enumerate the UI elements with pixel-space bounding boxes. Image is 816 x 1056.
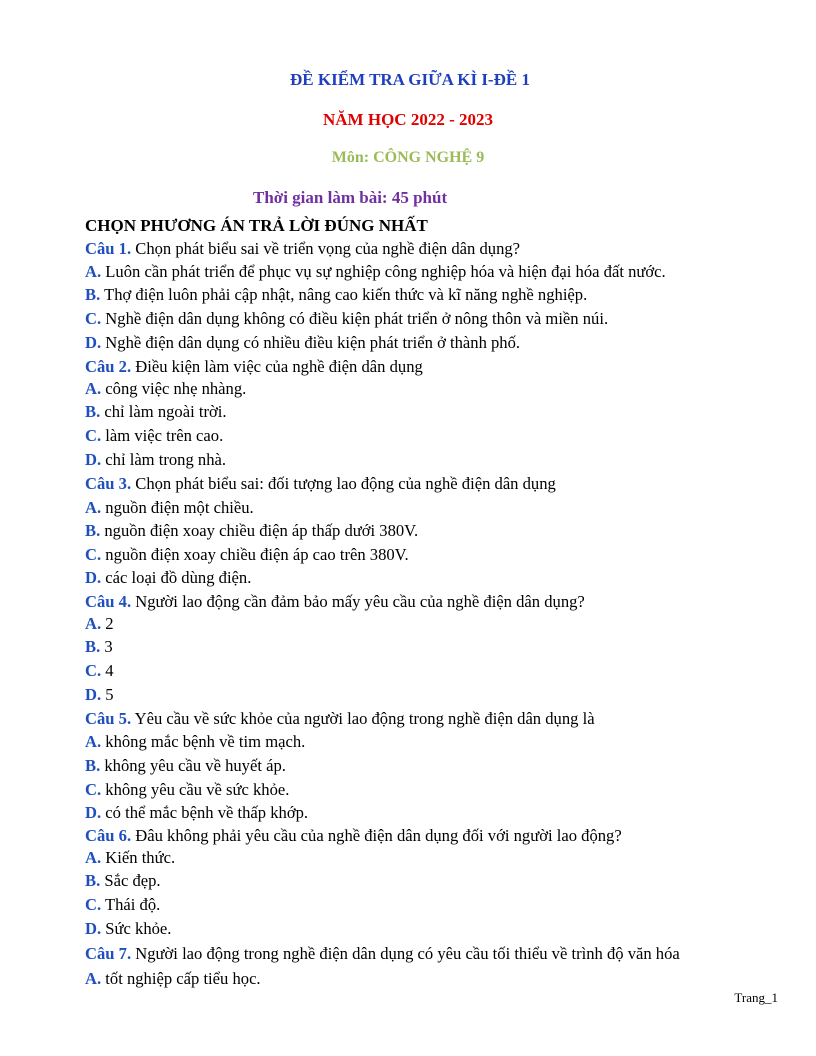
option-label: A. [85, 732, 102, 751]
option-text: có thể mắc bệnh về thấp khớp. [101, 803, 309, 822]
question-7 [85, 944, 680, 963]
question-label: Câu 5. [85, 709, 132, 728]
option-label: B. [85, 285, 101, 304]
question-2 [85, 357, 423, 376]
option-2-c [85, 426, 223, 445]
option-text: chỉ làm trong nhà. [101, 450, 227, 469]
question-label: Câu 1. [85, 239, 132, 258]
question-label: Câu 4. [85, 592, 132, 611]
option-3-a [85, 498, 254, 517]
question-6 [85, 826, 622, 845]
section-title: CHỌN PHƯƠNG ÁN TRẢ LỜI ĐÚNG NHẤT [85, 216, 428, 235]
option-2-b [85, 402, 227, 421]
option-text: 5 [101, 685, 114, 704]
option-label: A. [85, 969, 102, 988]
option-label: C. [85, 309, 102, 328]
duration: Thời gian làm bài: 45 phút [253, 188, 448, 207]
question-4 [85, 592, 585, 611]
question-text: Điều kiện làm việc của nghề điện dân dụng [131, 357, 423, 376]
option-label: B. [85, 402, 101, 421]
option-text: không yêu cầu về sức khỏe. [101, 780, 290, 799]
option-label: D. [85, 685, 102, 704]
question-text: Chọn phát biểu sai: đối tượng lao động của nghề điện dân dụng [131, 474, 556, 493]
option-text: Thợ điện luôn phải cập nhật, nâng cao kiến thức và kĩ năng nghề nghiệp. [100, 285, 588, 304]
question-text: Người lao động cần đảm bảo mấy yêu cầu của nghề điện dân dụng? [131, 592, 585, 611]
option-label: D. [85, 333, 102, 352]
question-label: Câu 2. [85, 357, 132, 376]
option-text: Nghề điện dân dụng không có điều kiện phát triển ở nông thôn và miền núi. [101, 309, 609, 328]
option-label: A. [85, 498, 102, 517]
subject: Môn: CÔNG NGHỆ 9 [331, 149, 485, 166]
option-3-d [85, 568, 251, 587]
option-3-b [85, 521, 418, 540]
option-6-a [85, 848, 175, 867]
option-label: B. [85, 756, 101, 775]
option-text: Nghề điện dân dụng có nhiều điều kiện phát triển ở thành phố. [101, 333, 521, 352]
option-2-d [85, 450, 226, 469]
option-label: C. [85, 895, 102, 914]
option-5-b [85, 756, 286, 775]
option-label: D. [85, 568, 102, 587]
option-2-a [85, 379, 246, 398]
option-text: làm việc trên cao. [101, 426, 224, 445]
option-label: A. [85, 614, 102, 633]
option-4-b [85, 637, 113, 656]
option-text: Thái độ. [101, 895, 161, 914]
option-label: A. [85, 848, 102, 867]
question-label: Câu 7. [85, 944, 132, 963]
option-text: các loại đồ dùng điện. [101, 568, 252, 587]
option-text: nguồn điện một chiều. [101, 498, 254, 517]
option-text: Sắc đẹp. [100, 871, 161, 890]
option-text: công việc nhẹ nhàng. [101, 379, 247, 398]
option-text: Sức khỏe. [101, 919, 172, 938]
option-5-c [85, 780, 289, 799]
option-label: D. [85, 450, 102, 469]
option-text: 2 [101, 614, 114, 633]
question-text: Đâu không phải yêu cầu của nghề điện dân dụng đối với người lao động? [131, 826, 622, 845]
option-text: nguồn điện xoay chiều điện áp thấp dưới 380V. [100, 521, 419, 540]
option-text: không yêu cầu về huyết áp. [100, 756, 286, 775]
option-3-c [85, 545, 409, 564]
option-label: B. [85, 521, 101, 540]
option-1-a [85, 262, 666, 281]
question-label: Câu 3. [85, 474, 132, 493]
page-number: Trang_1 [734, 990, 778, 1005]
option-label: A. [85, 379, 102, 398]
option-text: 4 [101, 661, 114, 680]
option-text: không mắc bệnh về tim mạch. [101, 732, 306, 751]
option-label: D. [85, 919, 102, 938]
question-text: Chọn phát biểu sai về triển vọng của nghề điện dân dụng? [131, 239, 521, 258]
question-text: Yêu cầu về sức khỏe của người lao động trong nghề điện dân dụng là [131, 709, 595, 728]
option-label: B. [85, 871, 101, 890]
option-6-c [85, 895, 160, 914]
school-year: NĂM HỌC 2022 - 2023 [323, 110, 493, 129]
option-7-a [85, 969, 261, 988]
option-text: Kiến thức. [101, 848, 176, 867]
option-label: D. [85, 803, 102, 822]
option-5-a [85, 732, 305, 751]
question-text: Người lao động trong nghề điện dân dụng có yêu cầu tối thiểu về trình độ văn hóa [131, 944, 680, 963]
option-1-d [85, 333, 520, 352]
option-6-b [85, 871, 161, 890]
option-label: A. [85, 262, 102, 281]
option-text: tốt nghiệp cấp tiểu học. [101, 969, 261, 988]
exam-title: ĐỀ KIỂM TRA GIỮA KÌ I-ĐỀ 1 [290, 70, 530, 89]
option-text: chỉ làm ngoài trời. [100, 402, 227, 421]
option-1-c [85, 309, 608, 328]
option-label: C. [85, 426, 102, 445]
option-1-b [85, 285, 587, 304]
option-6-d [85, 919, 171, 938]
option-text: nguồn điện xoay chiều điện áp cao trên 380V. [101, 545, 409, 564]
option-label: C. [85, 661, 102, 680]
option-label: C. [85, 545, 102, 564]
option-4-d [85, 685, 114, 704]
option-label: C. [85, 780, 102, 799]
question-label: Câu 6. [85, 826, 132, 845]
option-text: Luôn cần phát triển để phục vụ sự nghiệp công nghiệp hóa và hiện đại hóa đất nước. [101, 262, 666, 281]
question-1 [85, 239, 520, 258]
option-4-a [85, 614, 114, 633]
option-4-c [85, 661, 114, 680]
option-5-d [85, 803, 308, 822]
question-5 [85, 709, 595, 728]
option-label: B. [85, 637, 101, 656]
option-text: 3 [100, 637, 113, 656]
question-3 [85, 474, 556, 493]
